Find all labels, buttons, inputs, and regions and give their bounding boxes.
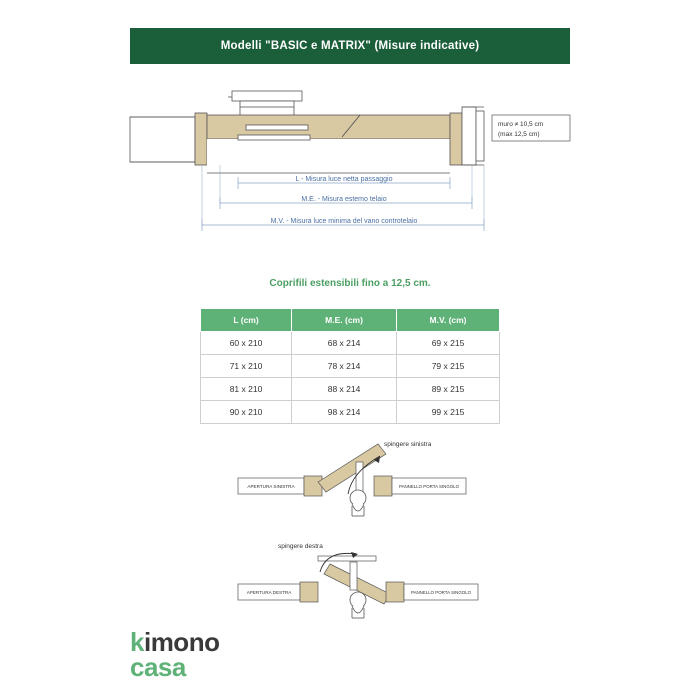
brand-logo [130,627,220,682]
wall-note-line1: muro ≠ 10,5 cm [498,121,544,128]
diagram-right-push-label: spingere destra [278,543,323,550]
wall-note-line2: (max 12,5 cm) [498,131,540,138]
technical-drawing [120,85,580,255]
diagram-left-opening [238,441,466,516]
logo-line-2: casa [130,651,186,682]
logo-line-1-rest: imono [143,627,220,657]
table-header-me: M.E. (cm) [292,309,397,332]
table-header-mv: M.V. (cm) [397,309,500,332]
table-header-l: L (cm) [201,309,292,332]
coprifili-subtitle: Coprifili estensibili fino a 12,5 cm. [269,278,431,289]
table-cell: 90 x 210 [201,401,292,424]
table-cell: 98 x 214 [292,401,397,424]
table-row [201,378,500,401]
diagram-left-push-label: spingere sinistra [384,441,432,448]
logo-accent-letter: k [130,627,144,657]
table-row [201,401,500,424]
dimension-mv-label: M.V. - Misura luce minima del vano controtelaio [270,218,418,225]
table-cell: 68 x 214 [292,332,397,355]
table-cell: 71 x 210 [201,355,292,378]
table-row [201,355,500,378]
dimension-l-label: L - Misura luce netta passaggio [295,176,393,183]
table-cell: 88 x 214 [292,378,397,401]
table-cell: 60 x 210 [201,332,292,355]
diagram-right-panel-label: PANNELLO PORTA SINGOLO [410,590,472,595]
measures-table-wrapper [200,308,500,424]
header-banner [130,28,570,64]
diagram-left-panel-label: PANNELLO PORTA SINGOLO [398,484,460,489]
logo-line-1 [130,627,220,657]
table-cell: 81 x 210 [201,378,292,401]
table-header-row [201,309,500,332]
table-cell: 78 x 214 [292,355,397,378]
table-cell: 89 x 215 [397,378,500,401]
page-title: Modelli "BASIC e MATRIX" (Misure indicative) [220,40,480,52]
diagram-right-side-label: APERTURA DESTRA [246,590,292,595]
opening-diagrams [200,432,530,622]
table-row [201,332,500,355]
door-section-svg [120,85,580,255]
diagram-right-opening [238,543,478,618]
table-cell: 79 x 215 [397,355,500,378]
measures-table [200,308,500,424]
table-cell: 69 x 215 [397,332,500,355]
dimension-me-label: M.E. - Misura estemo telaio [301,196,387,203]
opening-diagrams-svg [200,432,530,622]
diagram-left-side-label: APERTURA SINISTRA [247,484,295,489]
table-cell: 99 x 215 [397,401,500,424]
